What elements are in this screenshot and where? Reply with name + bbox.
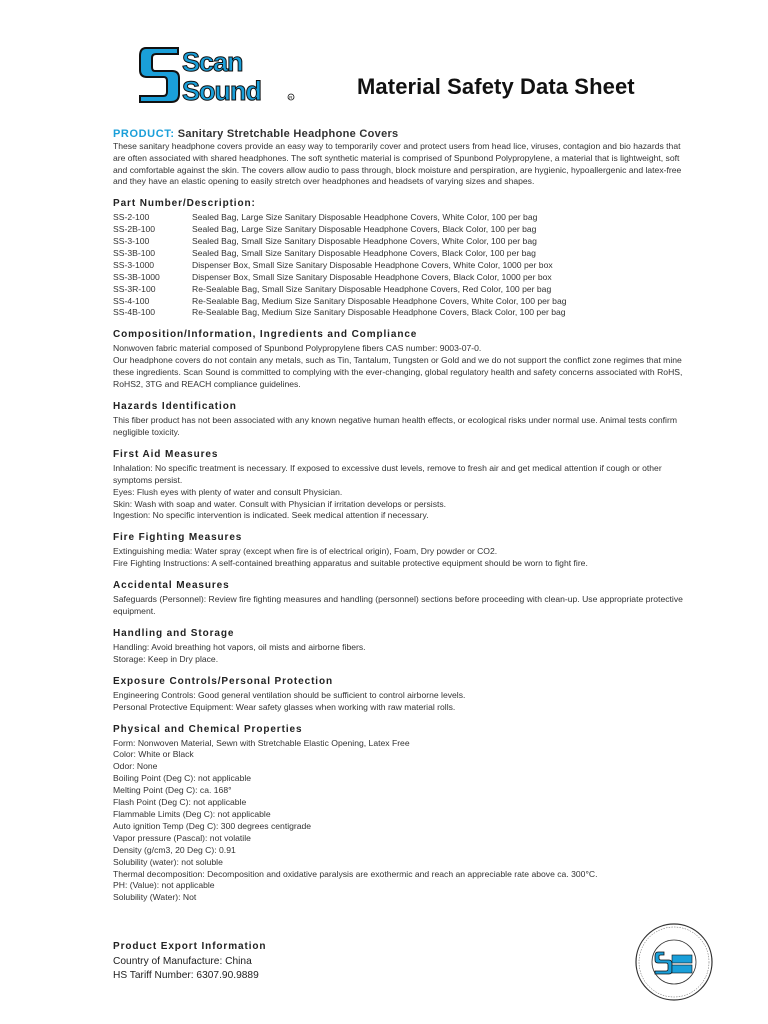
composition-line: Our headphone covers do not contain any metals, such as Tin, Tantalum, Tungsten or Gold and we do not support the conflict zone regimes that mine these ingredients. Scan Sound is committed to complying with the ever-changing, global regulatory health and safety concerns associated with RoHS, RoHS2, 3TG and REACH compliance guidelines. — [113, 355, 683, 390]
first-aid-heading: First Aid Measures — [113, 448, 219, 460]
list-item — [113, 284, 693, 296]
hazards-line: This fiber product has not been associated with any known negative human health effects, or ecological risks under normal use. Animal tests confirm negligible toxicity. — [113, 414, 677, 437]
export-section — [113, 940, 513, 982]
first-aid-line: Ingestion: No specific intervention is indicated. Seek medical attention if necessary. — [113, 510, 429, 521]
document-title: Material Safety Data Sheet — [357, 74, 635, 99]
physical-line: Auto ignition Temp (Deg C): 300 degrees centigrade — [113, 820, 312, 831]
part-description: Sealed Bag, Large Size Sanitary Disposable Headphone Covers, White Color, 100 per bag — [192, 212, 538, 223]
physical-line: PH: (Value): not applicable — [113, 880, 215, 891]
export-line: Country of Manufacture: China — [113, 956, 252, 967]
exposure-heading: Exposure Controls/Personal Protection — [113, 675, 334, 687]
handling-line: Handling: Avoid breathing hot vapors, oil mists and airborne fibers. — [113, 641, 366, 652]
physical-line: Odor: None — [113, 761, 158, 772]
physical-line: Solubility (Water): Not — [113, 892, 197, 903]
physical-line: Flash Point (Deg C): not applicable — [113, 797, 247, 808]
parts-list — [113, 212, 693, 319]
part-number: SS-3B-1000 — [113, 271, 160, 282]
part-number: SS-4B-100 — [113, 307, 156, 318]
export-heading: Product Export Information — [113, 941, 267, 952]
logo-word-sound: Sound — [182, 76, 261, 106]
exposure-line: Engineering Controls: Good general ventilation should be sufficient to control airborne levels. — [113, 689, 466, 700]
part-description: Re-Sealable Bag, Small Size Sanitary Disposable Headphone Covers, Red Color, 100 per bag — [192, 283, 552, 294]
physical-line: Solubility (water): not soluble — [113, 856, 223, 867]
hazards-heading: Hazards Identification — [113, 400, 237, 412]
list-item — [113, 224, 693, 236]
list-item — [113, 307, 693, 319]
physical-heading: Physical and Chemical Properties — [113, 723, 303, 735]
product-name: Sanitary Stretchable Headphone Covers — [177, 128, 399, 140]
product-description: These sanitary headphone covers provide an easy way to temporarily cover and protect users from head lice, viruses, contagion and bio hazards that are often associated with shared headphones. The soft synthetic material is comprised of Spunbond Polypropylene, a material that is lightweight, soft and comfortable against the skin. The covers allow audio to pass through, block moisture and perspiration, are hygienic, hypoallergenic and latex-free and they have an elastic opening to easily stretch over headphones and headsets of varying sizes and shapes. — [113, 141, 682, 187]
part-description: Re-Sealable Bag, Medium Size Sanitary Disposable Headphone Covers, Black Color, 100 per bag — [192, 307, 566, 318]
list-item — [113, 212, 693, 224]
fire-line: Extinguishing media: Water spray (except when fire is of electrical origin), Foam, Dry powder or CO2. — [113, 546, 498, 557]
composition-heading: Composition/Information, Ingredients and Compliance — [113, 329, 418, 341]
physical-line: Density (g/cm3, 20 Deg C): 0.91 — [113, 844, 236, 855]
list-item — [113, 248, 693, 260]
physical-line: Color: White or Black — [113, 749, 194, 760]
part-number: SS-4-100 — [113, 295, 150, 306]
accidental-heading: Accidental Measures — [113, 580, 230, 592]
product-line — [113, 128, 693, 140]
logo-word-scan: Scan — [182, 47, 243, 77]
part-description: Dispenser Box, Small Size Sanitary Disposable Headphone Covers, White Color, 1000 per box — [192, 259, 553, 270]
part-number: SS-3B-100 — [113, 247, 156, 258]
physical-line: Vapor pressure (Pascal): not volatile — [113, 832, 251, 843]
part-number: SS-3-100 — [113, 236, 150, 246]
exposure-line: Personal Protective Equipment: Wear safety glasses when working with raw material rolls. — [113, 701, 456, 712]
fire-line: Fire Fighting Instructions: A self-contained breathing apparatus and suitable protective equipment should be worn to fight fire. — [113, 558, 588, 569]
composition-line: Nonwoven fabric material composed of Spunbond Polypropylene fibers CAS number: 9003-07-0. — [113, 343, 482, 354]
scan-sound-logo — [138, 44, 298, 106]
first-aid-line: Inhalation: No specific treatment is necessary. If exposed to excessive dust levels, remove to fresh air and get medical attention if cough or other symptoms persist. — [113, 462, 662, 485]
fire-heading: Fire Fighting Measures — [113, 532, 243, 544]
part-description: Sealed Bag, Large Size Sanitary Disposable Headphone Covers, Black Color, 100 per bag — [192, 224, 537, 235]
part-number: SS-3-1000 — [113, 259, 155, 270]
export-line: HS Tariff Number: 6307.90.9889 — [113, 969, 259, 981]
list-item — [113, 296, 693, 308]
parts-heading: Part Number/Description: — [113, 198, 256, 210]
first-aid-line: Skin: Wash with soap and water. Consult with Physician if irritation develops or persists. — [113, 498, 447, 509]
list-item — [113, 272, 693, 284]
physical-line: Form: Nonwoven Material, Sewn with Stretchable Elastic Opening, Latex Free — [113, 737, 410, 748]
part-number: SS-3R-100 — [113, 283, 156, 294]
part-number: SS-2-100 — [113, 212, 150, 223]
handling-line: Storage: Keep in Dry place. — [113, 653, 219, 664]
part-description: Sealed Bag, Small Size Sanitary Disposable Headphone Covers, White Color, 100 per bag — [192, 236, 537, 246]
handling-heading: Handling and Storage — [113, 627, 235, 639]
product-key: PRODUCT: — [113, 128, 175, 140]
physical-line: Thermal decomposition: Decomposition and oxidative paralysis are exothermic and reach an appreciable rate above ca. 300°C. — [113, 868, 598, 879]
document-body — [113, 128, 693, 904]
list-item — [113, 260, 693, 272]
physical-line: Flammable Limits (Deg C): not applicable — [113, 809, 271, 819]
part-description: Sealed Bag, Small Size Sanitary Disposable Headphone Covers, Black Color, 100 per bag — [192, 247, 536, 258]
svg-text:R: R — [289, 95, 293, 100]
part-number: SS-2B-100 — [113, 224, 156, 235]
company-seal-stamp — [634, 922, 714, 1002]
physical-line: Boiling Point (Deg C): not applicable — [113, 773, 252, 784]
accidental-line: Safeguards (Personnel): Review fire fighting measures and handling (personnel) sections before proceeding with clean-up. Use appropriate protective equipment. — [113, 594, 683, 617]
part-description: Dispenser Box, Small Size Sanitary Disposable Headphone Covers, Black Color, 1000 per box — [192, 271, 552, 282]
physical-line: Melting Point (Deg C): ca. 168° — [113, 785, 232, 796]
list-item — [113, 236, 693, 248]
first-aid-line: Eyes: Flush eyes with plenty of water and consult Physician. — [113, 486, 343, 497]
part-description: Re-Sealable Bag, Medium Size Sanitary Disposable Headphone Covers, White Color, 100 per bag — [192, 295, 567, 306]
